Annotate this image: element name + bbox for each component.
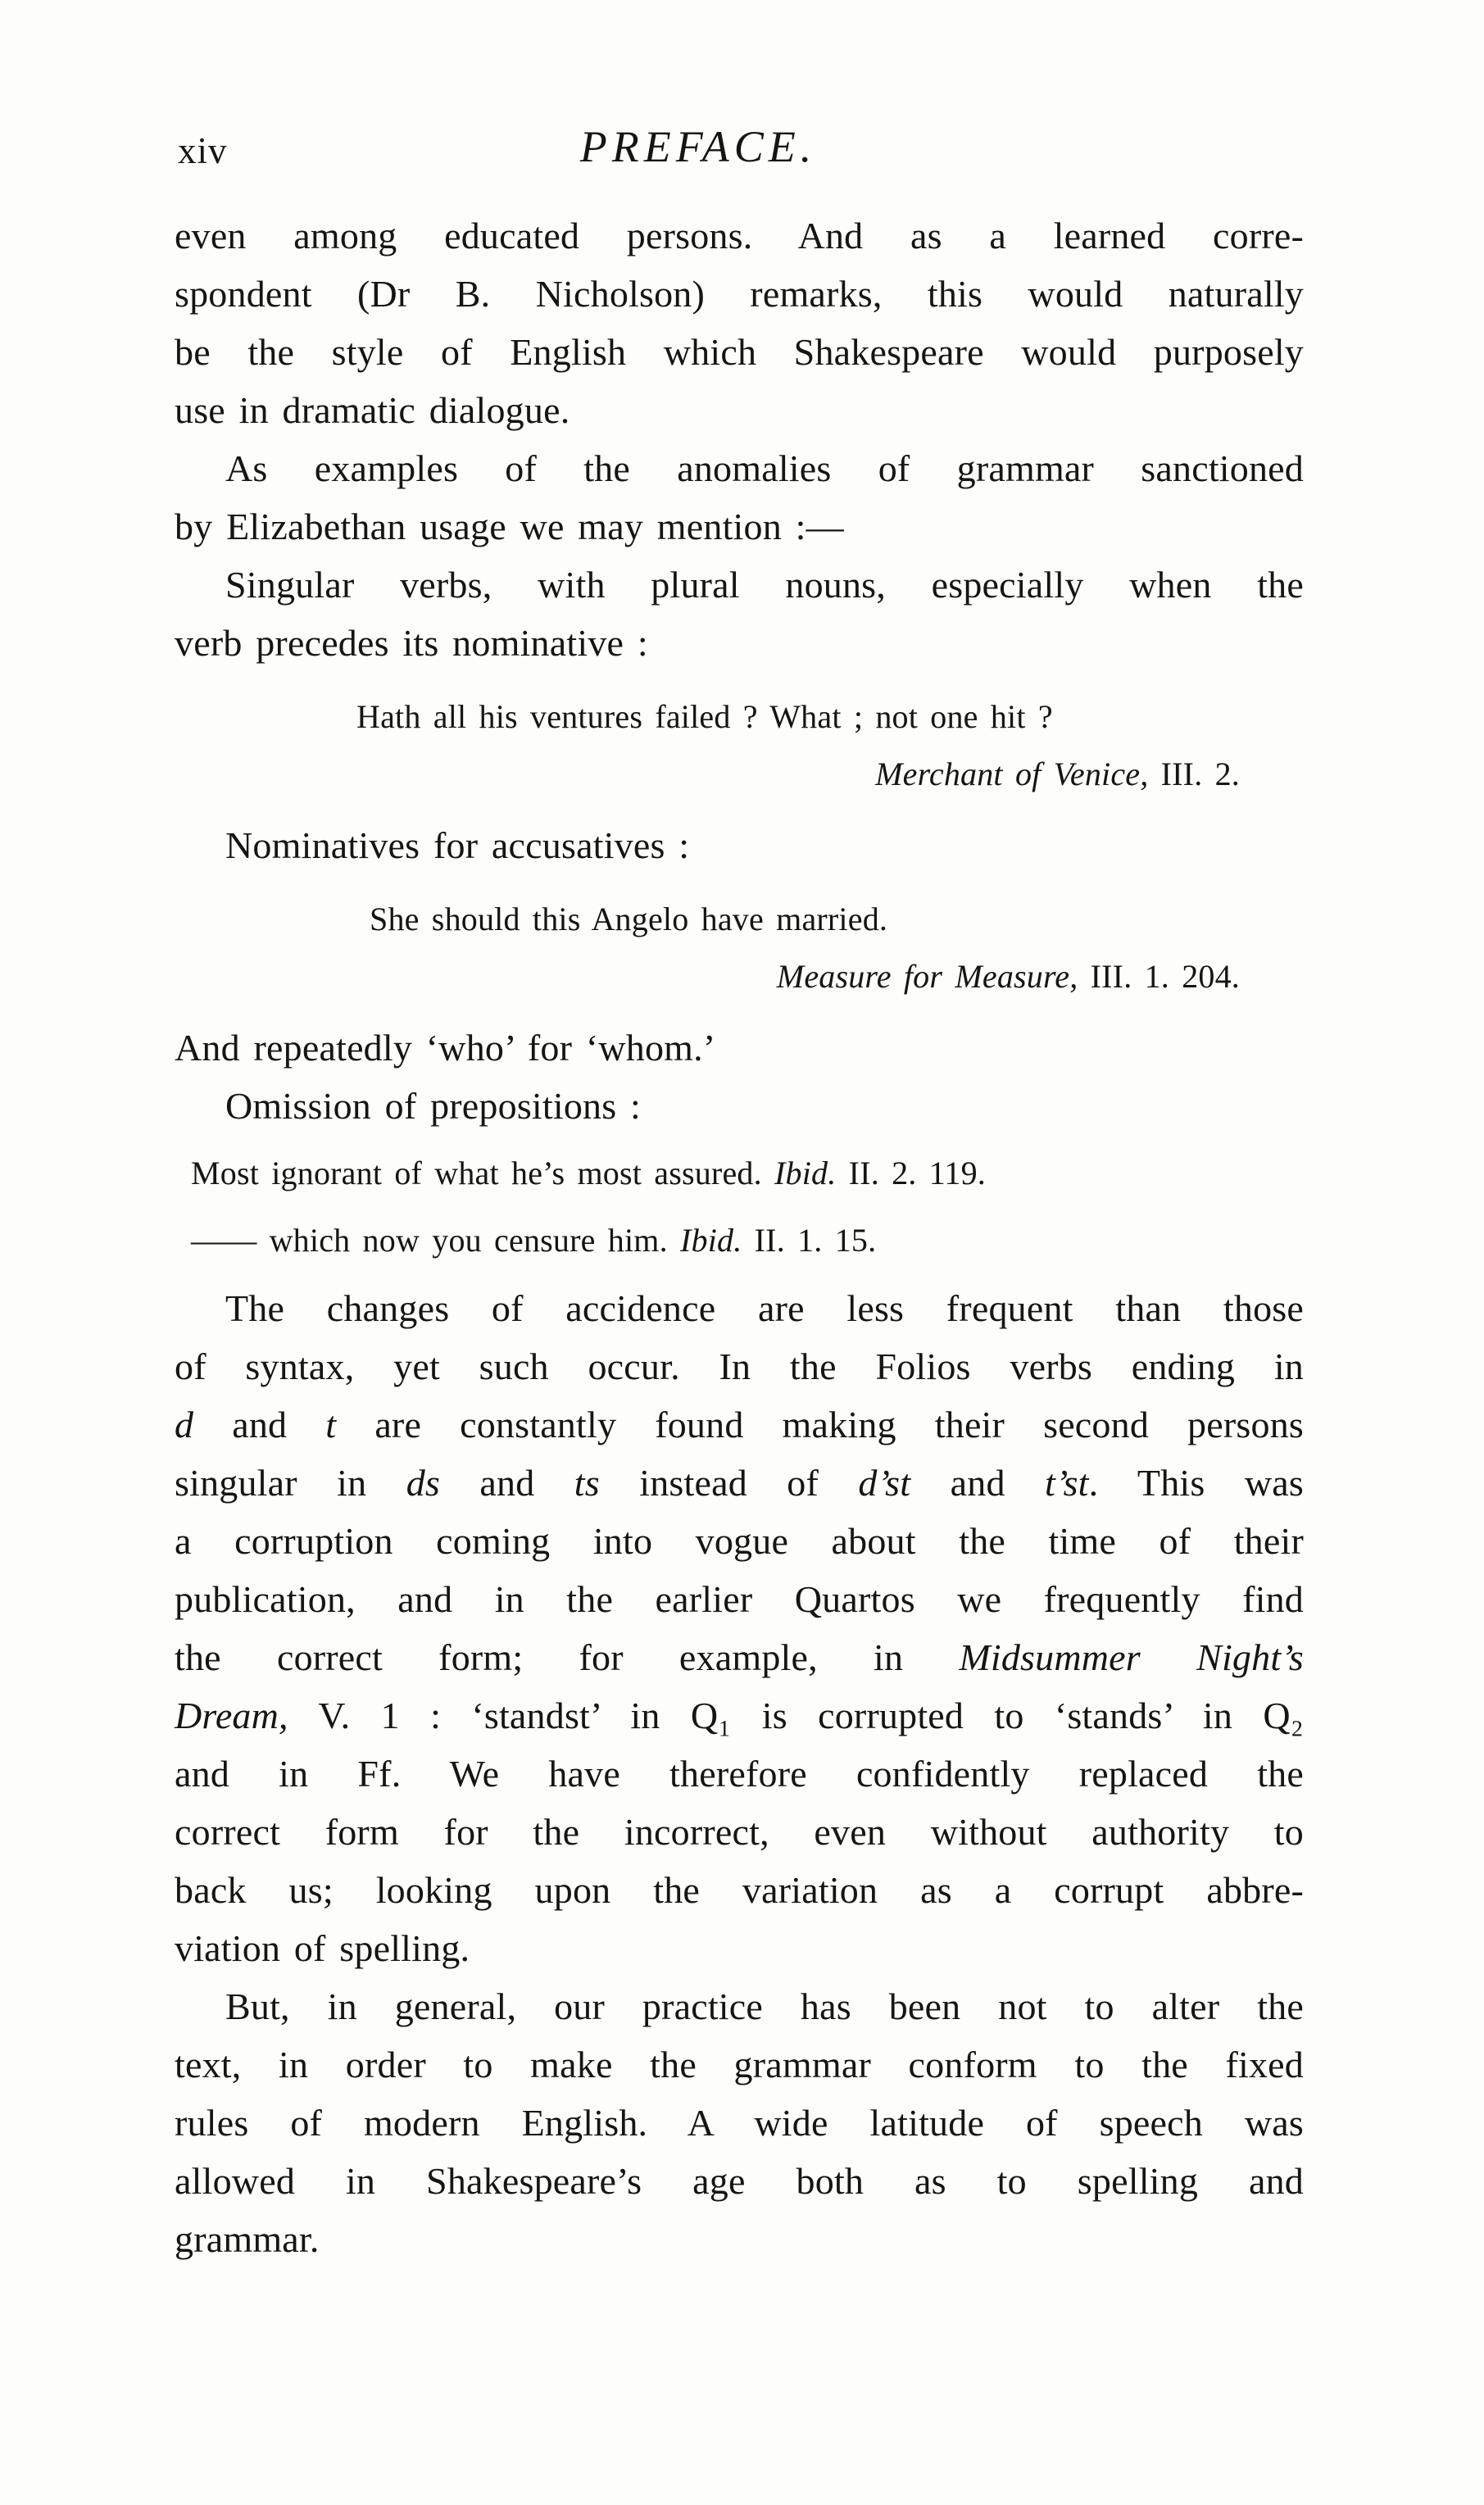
text-run: t’st (1045, 1462, 1089, 1504)
text-blocks (175, 206, 1304, 2268)
text-run: publication, and in the earlier Quartos we frequently find (175, 1578, 1304, 1620)
text-line (175, 323, 1304, 381)
quote-c (175, 1145, 1304, 1202)
page-content (175, 121, 1304, 2268)
text-run: grammar. (175, 2218, 320, 2260)
text-line (175, 2152, 1304, 2210)
text-run: back us; looking upon the variation as a corrupt abbre- (175, 1869, 1304, 1911)
text-line (175, 1686, 1304, 1745)
text-run: Nominatives for accusatives : (225, 824, 690, 866)
text-run: use in dramatic dialogue. (175, 389, 570, 431)
text-run: spondent (Dr B. Nicholson) remarks, this would naturally (175, 273, 1304, 315)
text-line (175, 206, 1304, 265)
text-line (175, 1628, 1304, 1686)
paragraph (175, 1279, 1304, 1977)
text-run: Most ignorant of what he’s most assured. (191, 1155, 775, 1191)
text-line (175, 1395, 1304, 1454)
text-line (175, 381, 1304, 439)
text-line (175, 1212, 1304, 1269)
text-run: and in Ff. We have therefore confidently replaced the (175, 1753, 1304, 1795)
text-run: ds (406, 1462, 441, 1504)
text-line (175, 688, 1304, 746)
text-run: singular in (175, 1462, 406, 1504)
text-run: II. 1. 15. (742, 1222, 877, 1259)
text-run: d (175, 1404, 194, 1445)
text-line (175, 614, 1304, 672)
text-run: As examples of the anomalies of grammar sanctioned (225, 447, 1304, 489)
text-line (175, 2035, 1304, 2094)
text-line (175, 1454, 1304, 1512)
text-line (175, 1861, 1304, 1919)
quote-a (175, 688, 1304, 746)
text-line (175, 1977, 1304, 2035)
text-run: and (193, 1404, 326, 1445)
text-run: text, in order to make the grammar conform to the fixed (175, 2044, 1304, 2085)
text-run: Measure for Measure, (776, 958, 1078, 995)
text-run: allowed in Shakespeare’s age both as to spelling and (175, 2160, 1304, 2202)
text-run: t (325, 1404, 337, 1445)
text-run: a corruption coming into vogue about the time of their (175, 1520, 1304, 1562)
text-run: even among educated persons. And as a learned corre- (175, 215, 1304, 256)
paragraph (175, 206, 1304, 439)
text-run: rules of modern English. A wide latitude of speech was (175, 2102, 1304, 2144)
text-run: . This was (1088, 1462, 1304, 1504)
text-run: be the style of English which Shakespeare would purposely (175, 331, 1304, 373)
text-run: But, in general, our practice has been not to alter the (225, 1985, 1304, 2027)
text-run: by Elizabethan usage we may mention :— (175, 506, 844, 547)
text-run: viation of spelling. (175, 1927, 470, 1969)
text-line (175, 816, 1304, 874)
text-line (175, 1279, 1304, 1337)
text-run: and (910, 1462, 1046, 1504)
text-line (175, 1337, 1304, 1395)
text-run: —— which now you censure him. (191, 1222, 681, 1259)
text-run: ts (574, 1462, 600, 1504)
text-line (175, 948, 1304, 1005)
text-run: Ibid. (774, 1155, 837, 1191)
text-run: Dream, (175, 1695, 288, 1736)
paragraph (175, 1019, 1304, 1077)
citation (175, 746, 1304, 803)
text-run: III. 2. (1148, 756, 1240, 792)
text-line (175, 2210, 1304, 2268)
text-run: Midsummer Night’s (959, 1636, 1304, 1678)
text-run: The changes of accidence are less frequent than those (225, 1287, 1304, 1329)
text-line (175, 1919, 1304, 1977)
paragraph (175, 816, 1304, 874)
text-run: II. 2. 119. (836, 1155, 987, 1191)
text-run: III. 1. 204. (1078, 958, 1240, 995)
text-run: Omission of prepositions : (225, 1085, 642, 1127)
paragraph (175, 1977, 1304, 2268)
text-line (175, 439, 1304, 497)
text-run: correct form for the incorrect, even without authority to (175, 1811, 1304, 1853)
page-title: PREFACE. (579, 122, 817, 171)
text-line (175, 2094, 1304, 2152)
paragraph (175, 439, 1304, 556)
text-line (175, 1570, 1304, 1628)
text-run: V. 1 : ‘standst’ in Q₁ is corrupted to ‘stands’ in Q₂ (288, 1695, 1304, 1736)
paragraph (175, 1077, 1304, 1135)
text-line (175, 746, 1304, 803)
text-line (175, 891, 1304, 948)
quote-b (175, 891, 1304, 948)
paragraph (175, 556, 1304, 672)
text-line (175, 1019, 1304, 1077)
text-run: and (440, 1462, 574, 1504)
text-line (175, 1512, 1304, 1570)
text-line (175, 1803, 1304, 1861)
text-run: And repeatedly ‘who’ for ‘whom.’ (175, 1027, 716, 1069)
text-run: the correct form; for example, in (175, 1636, 960, 1678)
text-run: d’st (858, 1462, 911, 1504)
text-line (175, 556, 1304, 614)
text-line (175, 1145, 1304, 1202)
text-run: Singular verbs, with plural nouns, especially when the (225, 564, 1304, 606)
text-run: verb precedes its nominative : (175, 622, 648, 664)
text-line (175, 1077, 1304, 1135)
text-run: She should this Angelo have married. (370, 901, 888, 937)
text-run: Ibid. (680, 1222, 742, 1259)
text-line (175, 1745, 1304, 1803)
text-run: Hath all his ventures failed ? What ; not one hit ? (356, 698, 1053, 735)
page-number: xiv (178, 130, 228, 171)
text-line (175, 497, 1304, 556)
text-run: Merchant of Venice, (875, 756, 1149, 792)
text-line (175, 265, 1304, 323)
citation (175, 948, 1304, 1005)
text-run: of syntax, yet such occur. In the Folios verbs ending in (175, 1346, 1304, 1387)
text-run: instead of (599, 1462, 859, 1504)
quote-c (175, 1212, 1304, 1269)
text-run: are constantly found making their second persons (336, 1404, 1304, 1445)
page-header (175, 121, 1304, 172)
